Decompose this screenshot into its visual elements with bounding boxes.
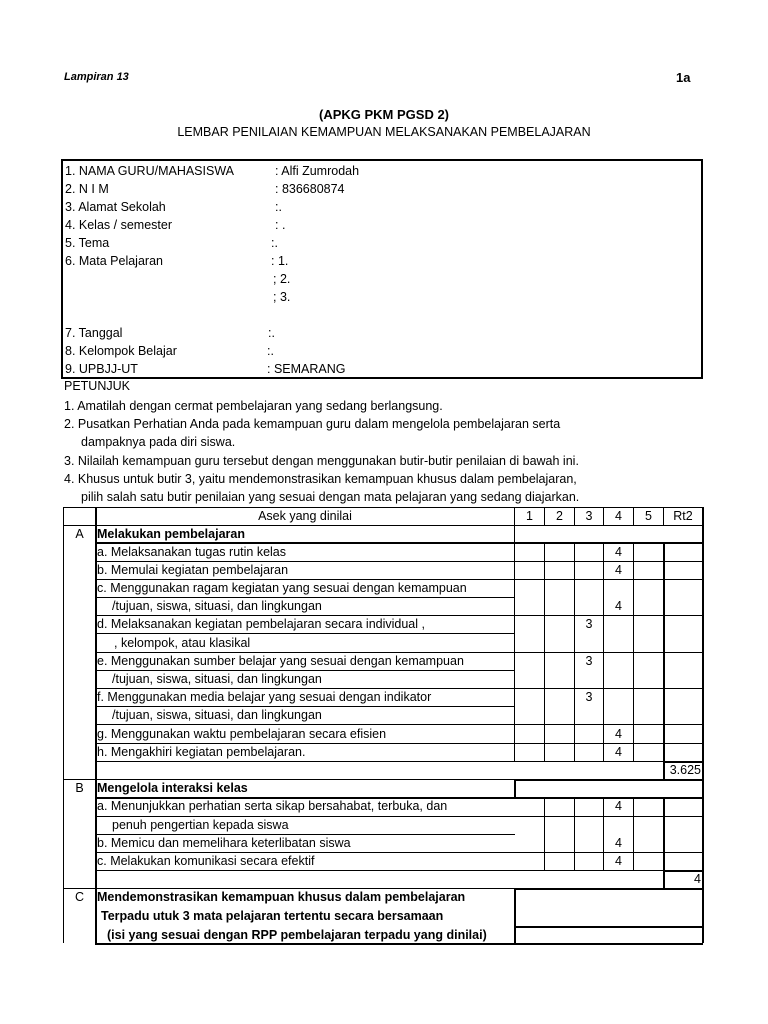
criterion-text: f. Menggunakan media belajar yang sesuai dengan indikator bbox=[97, 690, 432, 704]
criterion-text: h. Mengakhiri kegiatan pembelajaran. bbox=[97, 745, 306, 759]
criterion-text: e. Menggunakan sumber belajar yang sesuai dengan kemampuan bbox=[97, 654, 464, 668]
identity-value: ; 2. bbox=[273, 272, 291, 286]
instructions-heading: PETUNJUK bbox=[64, 379, 130, 393]
section-note: (isi yang sesuai dengan RPP pembelajaran terpadu yang dinilai) bbox=[107, 928, 487, 942]
criterion-text: d. Melaksanakan kegiatan pembelajaran secara individual , bbox=[97, 617, 425, 631]
identity-label: 5. Tema bbox=[65, 236, 110, 250]
instruction-line: 4. Khusus untuk butir 3, yaitu mendemonstrasikan kemampuan khusus dalam pembelajaran, bbox=[64, 472, 577, 486]
identity-value: : . bbox=[275, 218, 286, 232]
section-average: 3.625 bbox=[669, 763, 701, 777]
header-score-3: 3 bbox=[585, 509, 593, 523]
instruction-line: 3. Nilailah kemampuan guru tersebut dengan menggunakan butir-butir penilaian di bawah ini. bbox=[64, 454, 579, 468]
section-average: 4 bbox=[694, 872, 701, 886]
identity-value: : 836680874 bbox=[275, 182, 345, 196]
header-score-5: 5 bbox=[645, 509, 652, 523]
identity-value: :. bbox=[275, 200, 282, 214]
section-letter: B bbox=[75, 781, 84, 795]
criterion-text: b. Memicu dan memelihara keterlibatan siswa bbox=[97, 836, 351, 850]
header-score-1: 1 bbox=[526, 509, 533, 523]
criterion-score: 3 bbox=[585, 654, 593, 668]
criterion-text-continued: /tujuan, siswa, situasi, dan lingkungan bbox=[112, 599, 322, 613]
section-title: Mendemonstrasikan kemampuan khusus dalam pembelajaran bbox=[97, 890, 466, 904]
header-score-2: 2 bbox=[556, 509, 563, 523]
criterion-score: 4 bbox=[615, 599, 622, 613]
instruction-line: dampaknya pada diri siswa. bbox=[81, 435, 236, 449]
form-subtitle: LEMBAR PENILAIAN KEMAMPUAN MELAKSANAKAN PEMBELAJARAN bbox=[177, 125, 591, 139]
instruction-line: pilih salah satu butir penilaian yang sesuai dengan mata pelajaran yang sedang diajarkan. bbox=[81, 490, 580, 504]
criterion-text-continued: /tujuan, siswa, situasi, dan lingkungan bbox=[112, 672, 322, 686]
criterion-text: a. Menunjukkan perhatian serta sikap bersahabat, terbuka, dan bbox=[97, 799, 448, 813]
identity-value: : SEMARANG bbox=[267, 362, 346, 376]
identity-box bbox=[61, 159, 703, 379]
identity-label: 7. Tanggal bbox=[65, 326, 123, 340]
section-letter: C bbox=[74, 890, 85, 904]
criterion-text-continued: , kelompok, atau klasikal bbox=[114, 636, 251, 650]
criterion-score: 4 bbox=[615, 854, 622, 868]
attachment-label: Lampiran 13 bbox=[64, 71, 129, 83]
criterion-text: g. Menggunakan waktu pembelajaran secara efisien bbox=[97, 727, 387, 741]
section-title: Mengelola interaksi kelas bbox=[97, 781, 248, 795]
criterion-score: 4 bbox=[615, 545, 622, 559]
form-title: (APKG PKM PGSD 2) bbox=[318, 107, 449, 122]
instruction-line: 2. Pusatkan Perhatian Anda pada kemampuan guru dalam mengelola pembelajaran serta bbox=[64, 417, 561, 431]
header-average: Rt2 bbox=[673, 509, 693, 523]
identity-value: : Alfi Zumrodah bbox=[275, 164, 360, 178]
identity-value: :. bbox=[268, 326, 275, 340]
identity-value: : 1. bbox=[271, 254, 289, 268]
header-score-4: 4 bbox=[615, 509, 622, 523]
page-code: 1a bbox=[676, 70, 691, 85]
identity-value: ; 3. bbox=[273, 290, 291, 304]
identity-label: 6. Mata Pelajaran bbox=[65, 254, 163, 268]
identity-label: 1. NAMA GURU/MAHASISWA bbox=[65, 164, 235, 178]
criterion-score: 4 bbox=[615, 727, 622, 741]
criterion-text-continued: /tujuan, siswa, situasi, dan lingkungan bbox=[112, 708, 322, 722]
identity-label: 2. N I M bbox=[65, 182, 109, 196]
identity-label: 3. Alamat Sekolah bbox=[65, 200, 166, 214]
criterion-score: 4 bbox=[615, 836, 622, 850]
criterion-text-continued: penuh pengertian kepada siswa bbox=[112, 818, 289, 832]
identity-label: 8. Kelompok Belajar bbox=[65, 344, 177, 358]
criterion-text: b. Memulai kegiatan pembelajaran bbox=[97, 563, 289, 577]
section-subtitle: Terpadu utuk 3 mata pelajaran tertentu secara bersamaan bbox=[101, 909, 444, 923]
criterion-text: c. Menggunakan ragam kegiatan yang sesuai dengan kemampuan bbox=[97, 581, 467, 595]
section-letter: A bbox=[75, 527, 84, 541]
criterion-score: 3 bbox=[585, 690, 593, 704]
criterion-text: a. Melaksanakan tugas rutin kelas bbox=[97, 545, 286, 559]
identity-value: :. bbox=[271, 236, 278, 250]
criterion-score: 4 bbox=[615, 563, 622, 577]
identity-label: 9. UPBJJ-UT bbox=[65, 362, 138, 376]
criterion-text: c. Melakukan komunikasi secara efektif bbox=[97, 854, 315, 868]
header-aspect: Asek yang dinilai bbox=[258, 509, 352, 523]
instruction-line: 1. Amatilah dengan cermat pembelajaran yang sedang berlangsung. bbox=[64, 399, 443, 413]
section-title: Melakukan pembelajaran bbox=[97, 527, 245, 541]
criterion-score: 4 bbox=[615, 799, 622, 813]
identity-label: 4. Kelas / semester bbox=[65, 218, 172, 232]
criterion-score: 3 bbox=[585, 617, 593, 631]
identity-value: :. bbox=[267, 344, 274, 358]
criterion-score: 4 bbox=[615, 745, 622, 759]
